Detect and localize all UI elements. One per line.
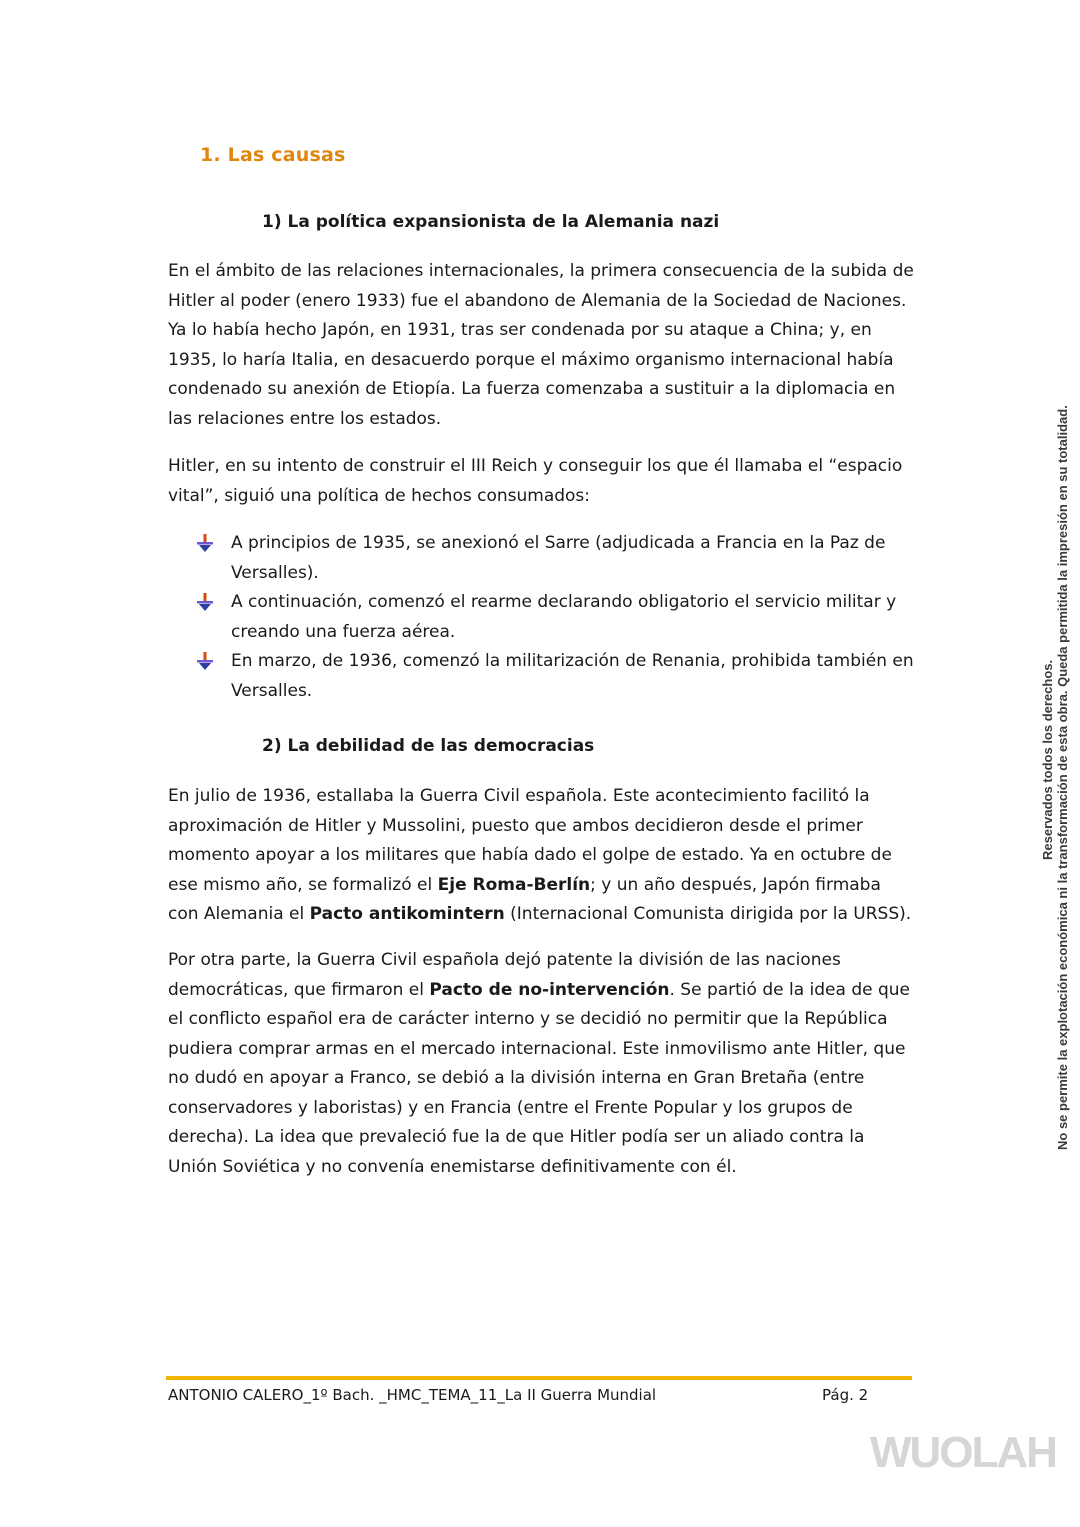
subsection-title-1: 1) La política expansionista de la Alemania nazi bbox=[262, 212, 720, 232]
paragraph-3: En julio de 1936, estallaba la Guerra Civil española. Este acontecimiento facilitó la aproximación de Hitler y Mussolini, puesto que ambos decidieron desde el primer momento apoyar a los militares que había dado el golpe de estado. Ya en octubre de ese mismo año, se formalizó el Eje Roma-Berlín; y un año después, Japón firmaba con Alemania el Pacto antikomintern (Internacional Comunista dirigida por la URSS). bbox=[168, 786, 912, 924]
paragraph-2: Hitler, en su intento de construir el III Reich y conseguir los que él llamaba el “espacio vital”, siguió una política de hechos consumados: bbox=[168, 456, 903, 506]
list-item bbox=[196, 529, 916, 588]
list-item-text: A principios de 1935, se anexionó el Sarre (adjudicada a Francia en la Paz de Versalles). bbox=[231, 533, 886, 583]
copyright-line-2: No se permite la explotación económica ni la transformación de esta obra. Queda permitida la impresión en su totalidad. bbox=[1055, 405, 1070, 1150]
wuolah-logo: WUOLAH bbox=[870, 1428, 1056, 1477]
copyright-line-1: Reservados todos los derechos. bbox=[1040, 659, 1055, 860]
bold-term: Eje Roma-Berlín bbox=[437, 874, 591, 895]
section-title: 1. Las causas bbox=[200, 144, 346, 166]
paragraph-1: En el ámbito de las relaciones internacionales, la primera consecuencia de la subida de Hitler al poder (enero 1933) fue el abandono de Alemania de la Sociedad de Naciones. Ya lo había hecho Japón, en 1931, tras ser condenada por su ataque a China; y, en 1935, lo haría Italia, en desacuerdo porque el máximo organismo internacional había condenado su anexión de Etiopía. La fuerza comenzaba a sustituir a la diplomacia en las relaciones entre los estados. bbox=[168, 261, 914, 429]
arrow-down-icon bbox=[196, 533, 218, 555]
paragraph-4: Por otra parte, la Guerra Civil española dejó patente la división de las naciones democráticas, que firmaron el Pacto de no-intervención. Se partió de la idea de que el conflicto español era de carácter interno y se decidió no permitir que la República pudiera comprar armas en el mercado internacional. Este inmovilismo ante Hitler, que no dudó en apoyar a Franco, se debió a la división interna en Gran Bretaña (entre conservadores y laboristas) y en Francia (entre el Frente Popular y los grupos de derecha). La idea que prevaleció fue la de que Hitler podía ser un aliado contra la Unión Soviética y no convenía enemistarse definitivamente con él. bbox=[168, 950, 911, 1177]
page-number: Pág. 2 bbox=[822, 1386, 869, 1404]
list-item-text: A continuación, comenzó el rearme declarando obligatorio el servicio militar y creando una fuerza aérea. bbox=[231, 592, 897, 642]
arrow-down-icon bbox=[196, 592, 218, 614]
list-item-text: En marzo, de 1936, comenzó la militarización de Renania, prohibida también en Versalles. bbox=[231, 651, 914, 701]
bullet-list bbox=[196, 529, 916, 706]
footer-text: ANTONIO CALERO_1º Bach. _HMC_TEMA_11_La II Guerra Mundial bbox=[168, 1386, 657, 1404]
footer-rule bbox=[166, 1376, 912, 1380]
list-item bbox=[196, 647, 916, 706]
subsection-title-2: 2) La debilidad de las democracias bbox=[262, 736, 595, 756]
list-item bbox=[196, 588, 916, 647]
bold-term: Pacto antikomintern bbox=[309, 904, 505, 924]
arrow-down-icon bbox=[196, 651, 218, 673]
bold-term: Pacto de no-intervención bbox=[429, 979, 670, 1000]
